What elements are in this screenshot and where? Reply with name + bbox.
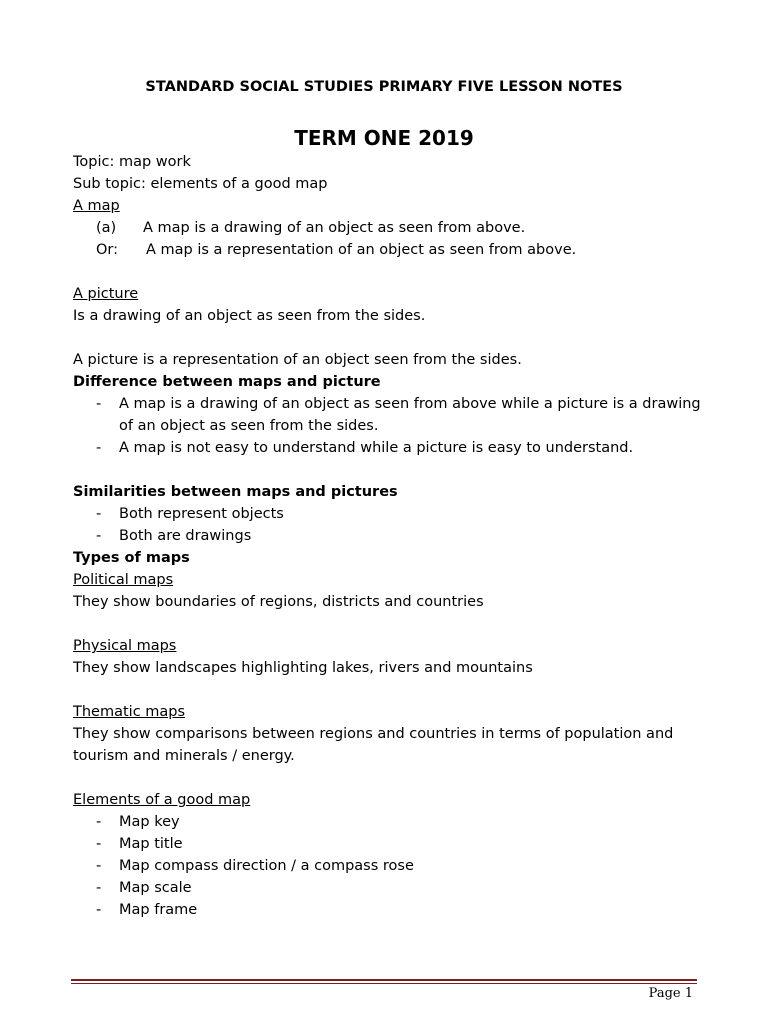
element-item (73, 899, 713, 921)
element-text: Map scale (119, 880, 192, 896)
term-heading: TERM ONE 2019 (294, 126, 474, 150)
element-text: Map title (119, 836, 183, 852)
similarity-item (73, 503, 713, 525)
thematic-heading: Thematic maps (73, 704, 186, 720)
definition-text-or: A map is a representation of an object as seen from above. (146, 242, 577, 258)
map-definition-or (73, 239, 713, 261)
element-text: Map compass direction / a compass rose (119, 858, 414, 874)
types-heading: Types of maps (73, 550, 190, 566)
physical-heading: Physical maps (73, 638, 177, 654)
picture-heading: A picture (73, 286, 139, 302)
picture-definition-2: A picture is a representation of an object seen from the sides. (73, 352, 522, 368)
element-item (73, 855, 713, 877)
element-item (73, 811, 713, 833)
document-body (73, 151, 713, 921)
bullet-dash: - (96, 858, 102, 874)
thematic-text: They show comparisons between regions and countries in terms of population and tourism and minerals / energy. (73, 726, 674, 764)
map-heading: A map (73, 198, 120, 214)
element-text: Map key (119, 814, 180, 830)
topic-line: Topic: map work (73, 154, 191, 170)
element-item (73, 833, 713, 855)
page-number: Page 1 (648, 986, 693, 1001)
bullet-dash: - (96, 440, 102, 456)
similarity-text: Both are drawings (119, 528, 252, 544)
element-text: Map frame (119, 902, 198, 918)
physical-text: They show landscapes highlighting lakes, rivers and mountains (73, 660, 533, 676)
difference-text: A map is a drawing of an object as seen from above while a picture is a drawing of an object as seen from the sides. (119, 396, 701, 434)
bullet-dash: - (96, 396, 102, 412)
bullet-dash: - (96, 814, 102, 830)
footer-rule (71, 979, 697, 984)
political-text: They show boundaries of regions, districts and countries (73, 594, 484, 610)
similarity-item (73, 525, 713, 547)
subtopic-line: Sub topic: elements of a good map (73, 176, 328, 192)
political-heading: Political maps (73, 572, 174, 588)
similarity-text: Both represent objects (119, 506, 284, 522)
elements-heading: Elements of a good map (73, 792, 251, 808)
bullet-dash: - (96, 836, 102, 852)
difference-item (73, 437, 713, 459)
difference-text: A map is not easy to understand while a picture is easy to understand. (119, 440, 634, 456)
bullet-dash: - (96, 902, 102, 918)
definition-text-a: A map is a drawing of an object as seen from above. (143, 220, 526, 236)
picture-definition-1: Is a drawing of an object as seen from the sides. (73, 308, 426, 324)
similarities-heading: Similarities between maps and pictures (73, 484, 398, 500)
bullet-dash: - (96, 528, 102, 544)
difference-item (73, 393, 713, 437)
bullet-dash: - (96, 506, 102, 522)
document-title: STANDARD SOCIAL STUDIES PRIMARY FIVE LESSON NOTES (145, 79, 623, 95)
map-definition-a (73, 217, 713, 239)
definition-label-or: Or: (96, 242, 119, 258)
element-item (73, 877, 713, 899)
difference-heading: Difference between maps and picture (73, 374, 381, 390)
bullet-dash: - (96, 880, 102, 896)
definition-label-a: (a) (96, 220, 117, 236)
